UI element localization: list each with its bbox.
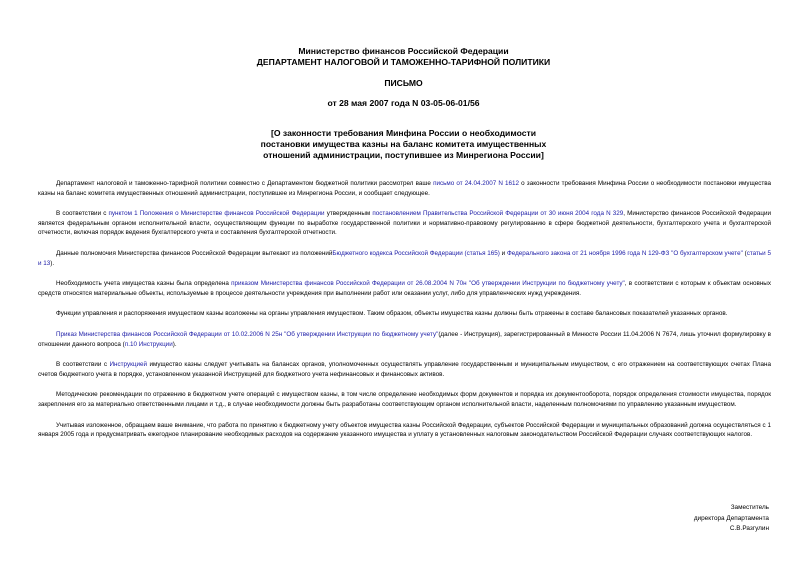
subject-line: отношений администрации, поступившее из Минрегиона России] <box>263 150 544 160</box>
signer-name: С.В.Разгулин <box>729 525 769 532</box>
subject-line: [О законности требования Минфина России о необходимости <box>271 128 536 138</box>
paragraph-text: имущество казны следует учитывать на балансах органов, уполномоченных осуществлять управление государственным и муниципальным имуществом, с его отражением на соответствующих счетах Плана счетов бюджетного учета в порядке, установленном указанной Инструкцией для бюджетного учета нефинансовых и финансовых активов. <box>38 361 771 378</box>
signer-position-2: директора Департамента <box>693 514 769 522</box>
body-paragraph <box>38 209 771 238</box>
paragraph-text: , в соответствии с которым к объектам основных средств относятся материальные объекты, используемые в процессе деятельности учреждения при выполнении работ или оказании услуг, либо для управленческих нужд учреждения. <box>38 280 771 297</box>
ministry-name: Министерство финансов Российской Федерации <box>298 46 509 56</box>
legal-reference-link[interactable]: Федерального закона от 21 ноября 1996 года N 129-ФЗ "О бухгалтерском учете" <box>506 249 743 257</box>
legal-reference-link[interactable]: п.10 Инструкции <box>124 340 173 348</box>
signature-block <box>694 503 769 535</box>
legal-reference-link[interactable]: статьи 5 и 13 <box>38 249 771 267</box>
legal-reference-link[interactable]: Приказ Министерства финансов Российской Федерации от 10.02.2006 N 25н "Об утверждении Инструкции по бюджетному учету" <box>56 330 439 338</box>
paragraph-text: Методические рекомендации по отражению в бюджетном учете операций с имуществом казны, в том числе определение необходимых форм документов и порядка их документооборота, порядок определения стоимости имущества, порядок закрепления его за материально ответственными лицами и т.д., в случае необходимости должны быть разработаны соответствующим органом исполнительной власти, наделенным полномочиями по управлению указанным имуществом. <box>38 391 771 408</box>
body-paragraph <box>38 309 771 319</box>
paragraph-text: Необходимость учета имущества казны была определена <box>56 280 232 288</box>
legal-reference-link[interactable]: Инструкцией <box>109 361 148 369</box>
document-date-number: от 28 мая 2007 года N 03-05-06-01/56 <box>327 98 480 108</box>
letter-body <box>38 179 771 451</box>
paragraph-text: В соответствии с <box>56 210 109 218</box>
body-paragraph <box>38 390 771 409</box>
body-paragraph <box>38 330 771 349</box>
body-paragraph <box>38 249 771 268</box>
body-paragraph <box>38 360 771 379</box>
paragraph-text: (далее - Инструкция), зарегистрированный в Минюсте России 11.04.2006 N 7674, лишь уточнил формулировку в отношении данного вопроса ( <box>38 330 771 348</box>
paragraph-text: Данные полномочия Министерства финансов Российской Федерации вытекают из положений <box>56 249 333 257</box>
paragraph-text: Учитывая изложенное, обращаем ваше внимание, что работа по принятию к бюджетному учету объектов имущества казны Российской Федерации, субъектов Российской Федерации и муниципальных образований должна осуществляться с 1 января 2005 года и предусматривать ежегодное планирование необходимых расходов на содержание указанного имущества и уплату в установленных налоговым законодательством Российской Федерации случаях соответствующих налогов. <box>38 421 771 439</box>
paragraph-text: Функции управления и распоряжения имуществом казны возложены на органы управления имуществом. Таким образом, объекты имущества казны должны быть отражены в составе балансовых показателей указанных органов. <box>56 310 728 318</box>
body-paragraph <box>38 179 771 198</box>
department-name: ДЕПАРТАМЕНТ НАЛОГОВОЙ И ТАМОЖЕННО-ТАРИФНОЙ ПОЛИТИКИ <box>256 57 551 67</box>
paragraph-text: Департамент налоговой и таможенно-тарифной политики совместно с Департаментом бюджетной политики рассмотрел ваше <box>56 180 434 187</box>
legal-reference-link[interactable]: пунктом 1 Положения о Министерстве финансов Российской Федерации <box>108 210 325 218</box>
body-paragraph <box>38 279 771 298</box>
legal-reference-link[interactable]: постановлением Правительства Российской Федерации от 30 июня 2004 года N 329 <box>372 210 624 218</box>
signer-position: Заместитель <box>730 504 769 511</box>
body-paragraph <box>38 421 771 440</box>
letter-header <box>0 46 807 68</box>
paragraph-text: утвержденным <box>324 210 373 218</box>
subject-line: постановки имущества казны на баланс комитета имущественных <box>260 139 547 149</box>
document-subject <box>0 128 807 161</box>
paragraph-text: В соответствии с <box>56 361 110 369</box>
paragraph-text: ( <box>742 249 747 257</box>
paragraph-text: , Министерство финансов Российской Федерации является федеральным органом исполнительной власти, осуществляющим функции по выработке государственной политики и нормативно-правовому регулированию в сфере бюджетной деятельности, бухгалтерского учета и бухгалтерской отчетности, включая порядок ведения бухгалтерского учета и составления бухгалтерской отчетности. <box>38 210 772 237</box>
document-type: ПИСЬМО <box>384 78 423 88</box>
legal-reference-link[interactable]: Бюджетного кодекса Российской Федерации (статья 165) <box>332 249 500 257</box>
paragraph-text: и <box>499 249 507 257</box>
paragraph-text: ). <box>50 259 55 267</box>
legal-reference-link[interactable]: письмо от 24.04.2007 N 1612 <box>433 180 520 187</box>
paragraph-text: о законности требования Минфина России о необходимости постановки имущества казны на баланс комитета имущественных отношений администрации, поступившее из Минрегиона России, и сообщает следующее. <box>38 180 772 197</box>
legal-reference-link[interactable]: приказом Министерства финансов Российской Федерации от 26.08.2004 N 70н "Об утверждении Инструкции по бюджетному учету" <box>231 280 625 288</box>
paragraph-text: ). <box>172 340 177 348</box>
